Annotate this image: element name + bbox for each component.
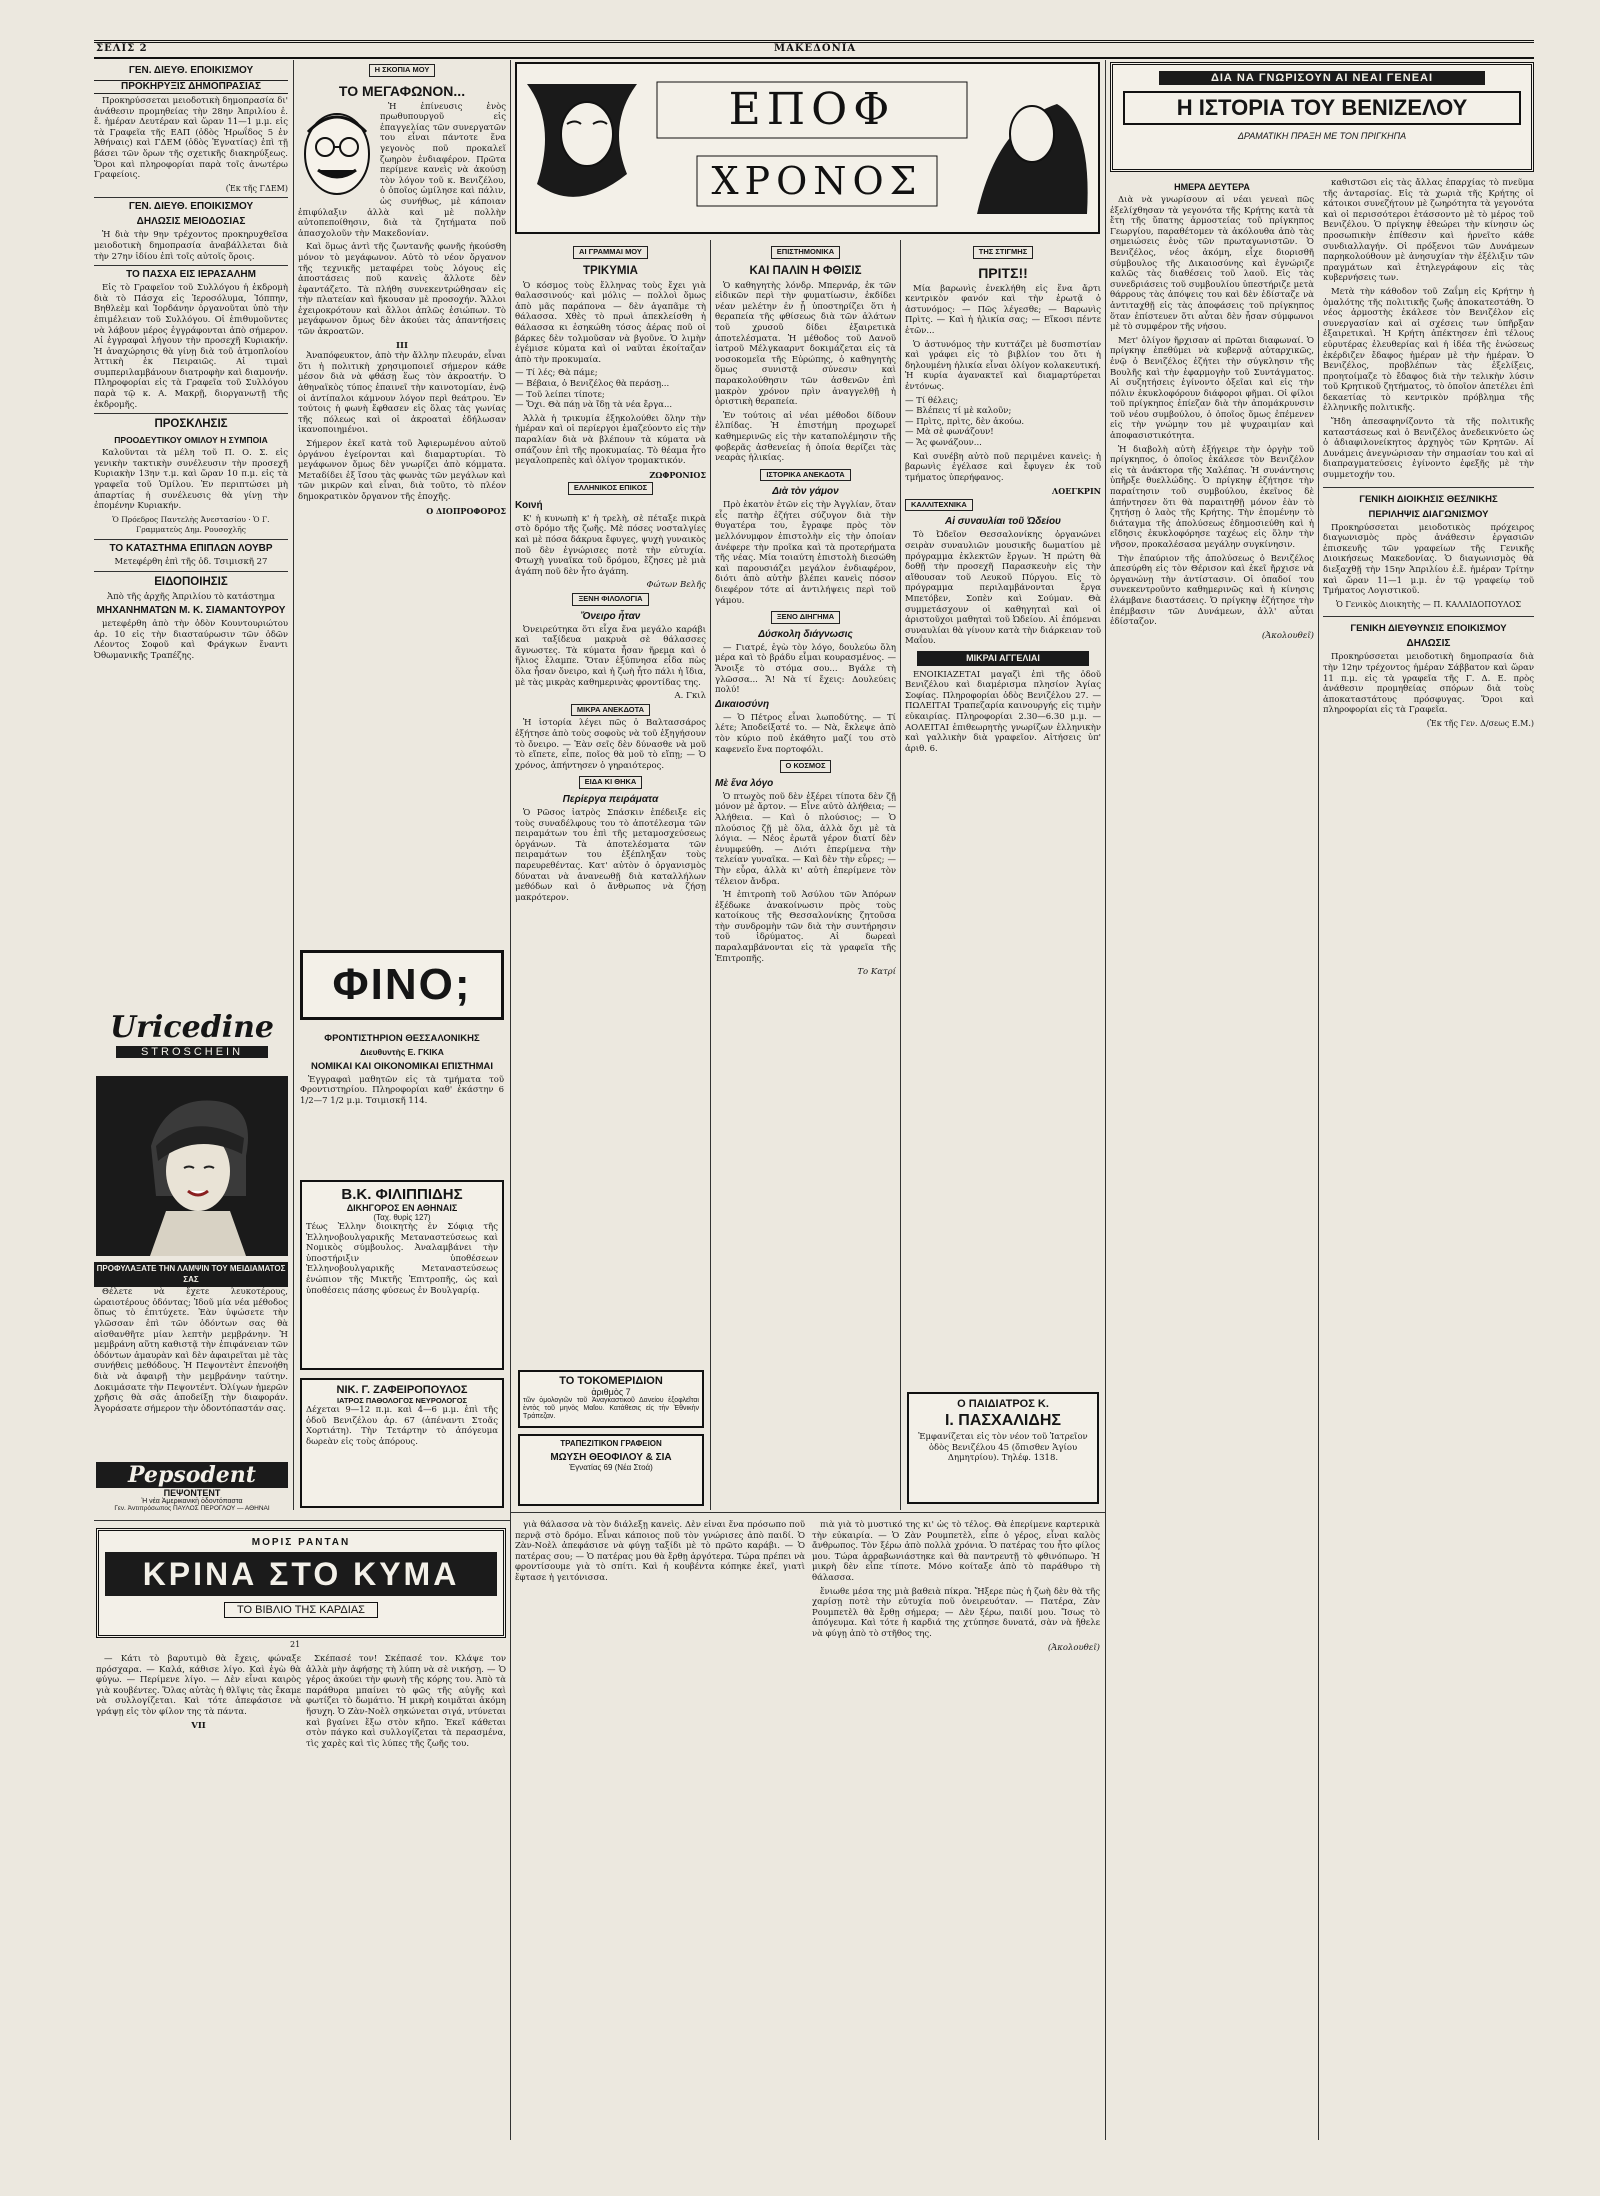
- col7-paragraph-3: Ἤδη ἀπεσαφηνίζοντο τὰ τῆς πολιτικῆς καταστάσεως καὶ ὁ Βενιζέλος ἀνεδεικνύετο ὡς ὁ ἀδιαφιλονείκητος ἀρχηγὸς τῶν Κρητῶν. Αἱ Δυνάμεις ἀνεγνώρισαν τὴν σημασίαν του καὶ αἱ διαπραγματεύσεις ἐγίνοντο ἐφεξῆς μὲ τὴν συμμετοχήν του.: [1323, 417, 1534, 481]
- epoikismos-signature: (Ἐκ τῆς Γεν. Δ/σεως Ε.Μ.): [1426, 718, 1534, 728]
- prits-signature: ΛΟΕΓΚΡΙΝ: [1052, 486, 1101, 497]
- prits-dialog: — Τί θέλεις; — Βλέπεις τί μὲ καλοῦν; — Πρὶτς, πρὶτς, δὲν ἀκούω. — Μὰ σὲ φωνάζουν! — Ἄς φωνάζουν...: [905, 395, 1025, 448]
- tokomeridion-title: ΤΟ ΤΟΚΟΜΕΡΙΔΙΟΝ: [559, 1375, 663, 1387]
- column-7: [1323, 178, 1534, 2138]
- small-ads-title: ΜΙΚΡΑΙ ΑΓΓΕΛΙΑΙ: [917, 651, 1089, 666]
- small-ads-text: ΕΝΟΙΚΙΑΖΕΤΑΙ μαγαζὶ ἐπὶ τῆς ὁδοῦ Βενιζέλου καὶ διαμέρισμα πλησίον Ἁγίας Σοφίας. Πληροφορίαι ὁδὸς Βενιζέλου 27. — ΠΩΛΕΙΤΑΙ Τραπεζαρία καινουργής εἰς τιμὴν εὐκαιρίας. Πληροφορίαι 2.30—6.30 μ.μ. — ΑΟΛΕΙΤΑΙ ἐπιθεωρητὴς γνωρίζων ἑλληνικὴν καὶ γαλλικὴν διὰ γραφεῖον. Αἰτήσεις ὑπ' ἀριθ. 6.: [905, 669, 1101, 754]
- fthisis-title: ΚΑΙ ΠΑΛΙΝ Η ΦΘΙΣΙΣ: [749, 264, 862, 277]
- dream-title: Ὄνειρο ἦταν: [580, 610, 641, 622]
- notice1-subtitle: ΠΡΟΚΗΡΥΞΙΣ ΔΗΜΟΠΡΑΣΙΑΣ: [94, 80, 288, 94]
- col7-paragraph-2: Μετὰ τὴν κάθοδον τοῦ Ζαΐμη εἰς Κρήτην ἡ ὁμαλότης τῆς πολιτικῆς ζωῆς ἀποκατεστάθη. Ὁ νέος ἁρμοστὴς ἐκάλεσε τὸν Βενιζέλον εἰς συνεργασίαν καὶ αἱ σχέσεις των ὑπῆρξαν ἐξαιρετικαὶ. Ἡ Κρήτη ἀπέκτησεν ἐπὶ τέλους εὐρυτέρας ἐλευθερίας καὶ ἡ ἰδέα τῆς ἑνώσεως ἐκέρδιζεν ἔδαφος ἡμέραν μὲ τὴν ἡμέραν. Ὁ Βενιζέλος, προβλέπων τὰς ἐξελίξεις, προητοίμαζε τὸ ἔδαφος διὰ τὴν τελικὴν λύσιν τοῦ Κρητικοῦ ζητήματος, τὸ ὁποῖον ἀπετέλει ἐπὶ δεκαετίας τὸ κεντρικὸν πρόβλημα τῆς ἑλληνικῆς πολιτικῆς.: [1323, 286, 1534, 414]
- koini-signature: Φώτων Βελῆς: [646, 580, 706, 591]
- filippidis-name: Β.Κ. ΦΙΛΙΠΠΙΔΗΣ: [341, 1186, 463, 1203]
- col3-tag: ΑΙ ΓΡΑΜΜΑΙ ΜΟΥ: [573, 246, 648, 259]
- pediatrician-ad: [907, 1392, 1099, 1504]
- pepsodent-agent: Γεν. Ἀντιπρόσωπος ΠΑΥΛΟΣ ΠΕΡΟΓΛΟΥ — ΑΘΗΝΑΙ: [114, 1505, 270, 1512]
- pepsodent-illustration: [96, 1076, 288, 1256]
- dyskoli-title: Δύσκολη διάγνωσις: [758, 628, 853, 640]
- venizelos-top: ΔΙΑ ΝΑ ΓΝΩΡΙΣΟΥΝ ΑΙ ΝΕΑΙ ΓΕΝΕΑΙ: [1159, 71, 1485, 85]
- col3-tag-4: ΜΙΚΡΑ ΑΝΕΚΔΟΤΑ: [571, 704, 650, 717]
- krina-banner: [96, 1528, 506, 1638]
- krina-text-2: γιὰ θάλασσα νὰ τὸν διάλεξῃ κανεὶς. Δὲν εἶναι ἕνα πρόσωπο ποῦ περνᾷ στὸ δρόμο. Εἶναι κάποιος ποῦ τὸν γνώρισες ἀπὸ παιδί. Ὁ Ζὰν-Νοὲλ ἀπεφάσισε νὰ φύγῃ ταξίδι μὲ τὸ πρῶτο καράβι. — Ὁ πατέρας σου; — Ὁ πατέρας μου θὰ ἔρθῃ ἀργότερα. Τώρα πρέπει νὰ φροντίσουμε γιὰ τὸ σπίτι. Καὶ ἡ κουβέντα κόπηκε ἐκεῖ, γιατὶ ἔφτασε ἡ γειτόνισσα.: [515, 1520, 805, 1583]
- krina-text-left: — Κάτι τὸ βαρυτιμὸ θὰ ἔχεις, φώναξε πρόσχαρα. — Καλά, κάθισε λίγο. Καὶ ἐγὼ θὰ φύγω. — Περίμενε λίγο. — Δὲν εἶναι καιρὸς γιὰ κουβέντες. Ὅλας αὐτὰς ἡ θλῖψις τὰς ἔκαμε νὰ συλλογίζεται. Καὶ τότε ἀπεφάσισε νὰ γράψῃ εἰς τὸν φίλον της τὰ πάντα.: [96, 1654, 301, 1717]
- dream-signature: Α. Γκιλ: [674, 691, 706, 702]
- uricedine-logo: Uricedine: [110, 1010, 274, 1045]
- diagonismos-signature: Ὁ Γενικὸς Διοικητὴς — Π. ΚΑΛΛΙΔΟΠΟΥΛΟΣ: [1335, 599, 1522, 609]
- col4-tag-3: ΞΕΝΟ ΔΙΗΓΗΜΑ: [771, 611, 840, 624]
- column-1: [94, 62, 288, 1012]
- notice2-text: Ἡ διὰ τὴν 9ην τρέχοντος προκηρυχθεῖσα μειοδοτικὴ δημοπρασία ἀναβάλλεται διὰ τὴν 27ην ἰδίου ἐπὶ τοῖς αὐτοῖς ὅροις.: [94, 230, 288, 262]
- trapezitikon-address: Ἐγνατίας 69 (Νέα Στοά): [569, 1463, 653, 1472]
- venizelos-continued: (Ἀκολουθεῖ): [1261, 630, 1314, 641]
- krina-col-3: [515, 1520, 805, 2140]
- col4-tag-4: Ο ΚΟΣΜΟΣ: [780, 760, 832, 773]
- zafeiropoulos-name: ΝΙΚ. Γ. ΖΑΦΕΙΡΟΠΟΥΛΟΣ: [336, 1384, 468, 1396]
- krina-continued: (Ἀκολουθεῖ): [1047, 1642, 1100, 1653]
- krina-author: ΜΟΡΙΣ ΡΑΝΤΑΝ: [251, 1537, 351, 1548]
- col3-tag-5: ΕΙΔΑ ΚΙ ΘΗΚΑ: [579, 776, 643, 789]
- masthead-word-2: ΧΡΟΝΟΣ: [711, 159, 923, 203]
- epoikismos-text: Προκηρύσσεται μειοδοτικὴ δημοπρασία διὰ τὴν 12ην τρέχοντος ἡμέραν Σάββατον καὶ ὥραν 11 π.μ. εἰς τὰ γραφεῖα τῆς Γ. Δ. Ε. πρὸς ἀνάθεσιν προμηθείας σπόρων διὰ τοὺς ἀποκαταστάτους πρόσφυγας. Ὅροι καὶ πληροφορίαι εἰς τὰ Γραφεῖα.: [1323, 652, 1534, 716]
- notice2-subtitle: ΔΗΛΩΣΙΣ ΜΕΙΟΔΟΣΙΑΣ: [136, 216, 246, 228]
- krina-episode-number: 21: [290, 1640, 301, 1649]
- skopia-signature: Ο ΔΙΟΠΡΟΦΟΡΟΣ: [426, 505, 506, 516]
- column-6: [1110, 178, 1314, 1440]
- epoikismos-subtitle: ΔΗΛΩΣΙΣ: [1406, 638, 1451, 650]
- col4-tag: ΕΠΙΣΤΗΜΟΝΙΚΑ: [771, 246, 840, 259]
- trikymia-paragraph-1: Ὁ κόσμος τοὺς ἔλληνας τοὺς ἔχει γιὰ θαλασσινούς· καὶ μόλις — πολλοὶ ὅμως ἀπὸ μᾶς παράπονα — δὲν ἀγαπᾶμε τὴ θάλασσα. Χθὲς τὸ πρωὶ ἀπεκλείσθη ἡ θάλασσα κι ἐσηκώθη τόσος ἀέρας ποῦ οἱ βάρκες δὲν τολμοῦσαν νὰ βγοῦνε. Ὁ λιμὴν ἐγέμισε κύματα καὶ οἱ ναῦται ἐκοίταζαν ἀπὸ τὴν προκυμαία.: [515, 280, 706, 365]
- eidopoiisis-title: ΕΙΔΟΠΟΙΗΣΙΣ: [154, 575, 228, 588]
- page-header: [94, 40, 1534, 59]
- easter-text: Εἰς τὸ Γραφεῖον τοῦ Συλλόγου ἡ ἐκδρομὴ διὰ τὸ Πάσχα εἰς Ἱεροσόλυμα, Ἰόππην, Βηθλεὲμ καὶ Ἰορδάνην ὀργανοῦται ὑπὸ τὴν ἐπιμέλειαν τοῦ Συλλόγου. Οἱ ἐπιθυμοῦντες νὰ λάβουν μέρος ἐγγράφονται ἀπὸ σήμερον. Αἱ ἐγγραφαὶ λήγουν τὴν προσεχῆ Κυριακήν. Ἡ ἀναχώρησις θὰ γίνῃ διὰ τοῦ ἀτμοπλοίου Ἀττικὴ ἐκ Πειραιῶς. Αἱ τιμαὶ συμπεριλαμβάνουν διατροφὴν καὶ διαμονήν. Πληροφορίαι εἰς τὰ Γραφεῖα τοῦ Συλλόγου παρὰ τῷ κ. Α. Μακρῇ, διοργανωτῇ τῆς ἐκδρομῆς.: [94, 283, 288, 410]
- filippidis-ad: [300, 1180, 504, 1370]
- pepsodent-note: Ἡ νέα Ἀμερικανικὴ ὀδοντόπαστα: [141, 1498, 243, 1505]
- fino-text: ΦΙΝΟ;: [332, 960, 472, 1009]
- pepsodent-logo-ad: [96, 1462, 288, 1518]
- pediatrician-title: Ο ΠΑΙΔΙΑΤΡΟΣ Κ.: [957, 1398, 1049, 1410]
- skopia-paragraph-3: Ἀναπόφευκτον, ἀπὸ τὴν ἄλλην πλευράν, εἶναι ὅτι ἡ πολιτικὴ χρησιμοποιεῖ σήμερον κάθε μέσον διὰ νὰ φθάσῃ ἕως τὸν ἀκροατήν. Ὁ ἀθηναϊκὸς τύπος ἐπαινεῖ τὴν καινοτομίαν, ἐνῷ οἱ ἀντίπαλοι κάμνουν λόγον περὶ θεάτρου. Ἐν τούτοις ἡ φωνὴ ἔφθασεν εἰς ὅλας τὰς γωνίας τῆς πόλεως καὶ οἱ ἀκροαταὶ ἐδήλωσαν ἱκανοποιημένοι.: [298, 351, 506, 436]
- eidopoiisis-text: Ἀπὸ τῆς ἀρχῆς Ἀπριλίου τὸ κατάστημα: [107, 591, 275, 602]
- fthisis-paragraph-2: Ἐν τούτοις αἱ νέαι μέθοδοι δίδουν ἐλπίδας. Ἡ ἐπιστήμη προχωρεῖ καθημερινῶς εἰς τὴν καταπολέμησιν τῆς φοβερᾶς ἀσθενείας ἡ ὁποία θερίζει τὰς νεαρὰς ἡλικίας.: [715, 410, 896, 464]
- page-number: ΣΕΛΙΣ 2: [96, 43, 148, 54]
- trikymia-dialog: — Τί λές; Θὰ πάμε; — Βέβαια, ὁ Βενιζέλος θὰ περάσῃ... — Τοῦ λείπει τίποτε; — Ὄχι. Θὰ πάῃ νὰ ἴδῃ τὰ νέα ἔργα...: [515, 368, 673, 411]
- dyskoli-text: — Γιατρέ, ἐγὼ τὸν λόγο, δουλεύω ὅλη μέρα καὶ τὸ βράδυ εἶμαι κουρασμένος. — Ἄνοιξε τὸ στόμα σου... Βγάλε τὴ γλῶσσα... Ἄ! Νὰ τί ἔχεις: Δουλεύεις πολύ!: [715, 642, 896, 696]
- periergа-text: Ὁ Ρῶσος ἰατρὸς Σπάσκιν ἐπέδειξε εἰς τοὺς συναδέλφους του τὸ ἀποτέλεσμα τῶν πειραμάτων του ἐπὶ τῆς μεταμοσχεύσεως ὀργάνων. Τὰ ἀποτελέσματα τῶν πειραμάτων του ἐξέπληξαν τοὺς παρευρεθέντας. Κατ' αὐτὸν ὁ ὀργανισμὸς δύναται νὰ ἀνανεωθῇ διὰ καταλλήλων μεθόδων καὶ ὁ ἄνθρωπος νὰ ζήσῃ μακρότερον.: [515, 807, 706, 903]
- krina-subtitle: ΤΟ ΒΙΒΛΙΟ ΤΗΣ ΚΑΡΔΙΑΣ: [224, 1602, 378, 1618]
- trapezitikon-name: ΜΩΥΣΗ ΘΕΟΦΙΛΟΥ & ΣΙΑ: [550, 1452, 672, 1463]
- frontistirion-text: Ἐγγραφαὶ μαθητῶν εἰς τὰ τμήματα τοῦ Φροντιστηρίου. Πληροφορίαι καθ' ἑκάστην 6 1/2—7 1/2 μ.μ. Τσιμισκῆ 114.: [300, 1074, 504, 1106]
- diagonismos-text: Προκηρύσσεται μειοδοτικὸς πρόχειρος διαγωνισμὸς πρὸς ἀνάθεσιν ἐργασιῶν ἐπισκευῆς τῶν γραφείων τῆς Γενικῆς Διοικήσεως Μακεδονίας. Ὁ διαγωνισμὸς θὰ διεξαχθῇ τὴν 15ην Ἀπριλίου ἐ.ἔ. ἡμέραν Τρίτην καὶ ὥραν 11—1 μ.μ. ἐν τῷ γραφείῳ τοῦ Τμήματος Λογιστικοῦ.: [1323, 522, 1534, 597]
- dikaiosyni-title: Δικαιοσύνη: [715, 698, 770, 710]
- pepsodent-sub: ΠΕΨΟΝΤΕΝΤ: [163, 1488, 221, 1498]
- prits-paragraph-2: Ὁ ἀστυνόμος τὴν κυττάζει μὲ δυσπιστίαν καὶ γράφει εἰς τὸ βιβλίον του ὅτι ἡ δηλουμένη ἡλικία εἶναι ὀλίγον κολακευτική. Ἡ κυρία ἀγανακτεῖ καὶ διαμαρτύρεται ἐντόνως.: [905, 339, 1101, 392]
- fthisis-paragraph-1: Ὁ καθηγητὴς λόνδρ. Μπερνάρ, ἐκ τῶν εἰδικῶν περὶ τὴν φυματίωσιν, ἐκδίδει νέαν μελέτην ἐν ᾗ ὑποστηρίζει ὅτι ἡ θεραπεία τῆς φθίσεως διὰ τῶν ἁλάτων τοῦ χρυσοῦ δίδει ἐξαιρετικὰ ἀποτελέσματα. Ἡ μέθοδος τοῦ Δανοῦ ἰατροῦ Μέλγκααρντ δοκιμάζεται εἰς τὰ νοσοκομεῖα τῆς Εὐρώπης, ὁ καθηγητὴς ὅμως συνιστᾷ σύνεσιν καὶ παρακολούθησιν τῶν ἀσθενῶν ἐπὶ μακρὸν χρόνον πρὶν ἀναγγελθῇ ἡ ὁριστικὴ θεραπεία.: [715, 280, 896, 408]
- skopia-paragraph-1: Ἡ ἐπίνευσις ἑνὸς πρωθυπουργοῦ εἰς ἐπαγγελίας τῶν συνεργατῶν του εἶναι πάντοτε ἕνα γεγονὸς ποῦ προκαλεῖ ζωηρὸν ἐνδιαφέρον. Πρῶτα περίμενε κανεὶς νὰ ἀκούσῃ τὸν λόγον τοῦ κ. Βενιζέλου, ὁ ὁποῖος ὡμίλησε καὶ πάλιν, ὡς συνήθως, μὲ κάποιαν ἐπιφύλαξιν ἀλλὰ καὶ μὲ πολλὴν αὐτοπεποίθησιν, διὰ τὰ ζητήματα ποῦ ἀπασχολοῦν τὴν Μακεδονίαν.: [298, 101, 506, 239]
- venizelos-paragraph-1: Διὰ νὰ γνωρίσουν αἱ νέαι γενεαὶ πῶς ἐξελίχθησαν τὰ γεγονότα τῆς Κρήτης κατὰ τὰ ἔτη τῆς ὕπατης ἁρμοστείας τοῦ πρίγκηπος Γεωργίου, παραθέτομεν τὰ ἀκόλουθα ἀπὸ τὰς σημειώσεις ἑνὸς τῶν πρωταγωνιστῶν. Ὁ Βενιζέλος, νέος ἀκόμη, εἶχε διορισθῆ σύμβουλος τῆς Δικαιοσύνης καὶ ἐγνώριζε καλῶς τὰς διαθέσεις τοῦ λαοῦ. Εἰς τὰς συνεδριάσεις τοῦ συμβουλίου ὑπεστήριζε μετὰ θάρρους τὰς ἀπόψεις του καὶ δὲν ἐδίσταζε νὰ ἀντιταχθῇ εἰς τὰς ἀποφάσεις τοῦ πρίγκηπος ὅταν ἐπίστευεν ὅτι αὗται δὲν ἦσαν σύμφωνοι μὲ τὸ συμφέρον τῆς νήσου.: [1110, 195, 1314, 333]
- frontistirion-subject: ΝΟΜΙΚΑΙ ΚΑΙ ΟΙΚΟΝΟΜΙΚΑΙ ΕΠΙΣΤΗΜΑΙ: [310, 1060, 494, 1072]
- gamos-text: Πρὸ ἑκατὸν ἐτῶν εἰς τὴν Ἀγγλίαν, ὅταν εἷς πατὴρ ἐζήτει σύζυγον διὰ τὴν θυγατέρα του, ἔγραφε πρὸς τὸν μελλόνυμφον ἐπιστολὴν εἰς τὴν ὁποίαν ἀνέφερε τὴν προῖκα καὶ τὰ προτερήματα τῆς νέας. Μία τοιαύτη ἐπιστολὴ διεσώθη καὶ παρουσιάζει μεγάλον ἐνδιαφέρον, διότι ἀπὸ αὐτὴν βλέπει κανεὶς πόσον διεφέρον τότε αἱ ἀντιλήψεις περὶ τοῦ γάμου.: [715, 500, 896, 606]
- easter-title: ΤΟ ΠΑΣΧΑ ΕΙΣ ΙΕΡΑΣΑΛΗΜ: [126, 269, 256, 281]
- venizelos-paragraph-2: Μετ' ὀλίγον ἤρχισαν αἱ πρῶται διαφωναί. Ὁ πρίγκηψ ἐπεθύμει νὰ κυβερνᾷ αὐταρχικῶς, ἐνῷ ὁ Βενιζέλος ἐζήτει τὴν σύγκλησιν τῆς Βουλῆς καὶ τὴν ἐφαρμογὴν τοῦ Συντάγματος. Αἱ συζητήσεις ἐγίνοντο ὀξεῖαι καὶ εἰς τὴν πόλιν ἐκυκλοφόρουν διάφοροι φῆμαι. Οἱ φίλοι τοῦ πρίγκηπος ἐπίεζαν διὰ τὴν ἀπομάκρυνσιν τοῦ νέου συμβούλου, ὁ ὁποῖος ὅμως ἐπέμενεν εἰς τὴν γνώμην του μὲ ψυχραιμίαν καὶ ἀποφασιστικότητα.: [1110, 335, 1314, 442]
- venizelos-title: Η ΙΣΤΟΡΙΑ ΤΟΥ ΒΕΝΙΖΕΛΟΥ: [1123, 91, 1521, 125]
- synavlies-text: Τὸ Ὠδεῖον Θεσσαλονίκης ὀργανώνει σειρὰν συναυλιῶν μουσικῆς δωματίου μὲ πρόγραμμα ἐκλεκτῶν ἔργων. Ἡ πρώτη θὰ δοθῇ τὴν προσεχῆ Παρασκευὴν εἰς τὴν αἴθουσαν τοῦ Λευκοῦ Πύργου. Εἰς τὸ πρόγραμμα περιλαμβάνονται ἔργα Μπετόβεν, Σοπὲν καὶ Σούμαν. Θὰ συμμετάσχουν οἱ καθηγηταὶ καὶ οἱ ἀριστοῦχοι μαθηταὶ τοῦ Ὠδείου. Αἱ ἐπόμεναι συναυλίαι θὰ γίνουν κατὰ τὴν διάρκειαν τοῦ Μαΐου.: [905, 530, 1101, 647]
- pediatrician-text: Ἐμφανίζεται εἰς τὸν νέον τοῦ Ἰατρεῖον ὁδὸς Βενιζέλου 45 (ὄπισθεν Ἁγίου Δημητρίου). Τηλέφ. 1318.: [918, 1432, 1088, 1464]
- notice2-title: ΓΕΝ. ΔΙΕΥΘ. ΕΠΟΙΚΙΣΜΟΥ: [128, 201, 254, 213]
- synavlies-title: Αἱ συναυλίαι τοῦ Ὠδείου: [945, 516, 1061, 528]
- frontistirion-ad: [300, 1030, 504, 1180]
- logo-text: Ὁ πτωχὸς ποῦ δὲν ἐξέρει τίποτα δὲν ζῇ μόνον μὲ ἄρτον. — Εἶνε αὐτὸ ἀλήθεια; — Ἀλήθεια. — Καὶ ὁ πλούσιος; — Ὁ πλούσιος ζῇ μὲ ὅλα, ἀλλὰ ὄχι μὲ τὰ λόγια. — Νέος ἐρωτᾶ γέρον διατί δὲν ἐνυμφεύθη. — Διότι ἐπερίμενα τὴν τελείαν γυναῖκα. — Καὶ δὲν τὴν εὗρες; — Τὴν εὗρα, ἀλλὰ κι' αὐτὴ ἐπερίμενε τὸν τέλειον ἄνδρα.: [715, 791, 896, 887]
- newspaper-name: ΜΑΚΕΔΟΝΙΑ: [774, 43, 857, 54]
- krina-left-text: [96, 1654, 301, 2144]
- asylum-text: Ἡ ἐπιτροπὴ τοῦ Ἀσύλου τῶν Ἀπόρων ἐξέδωκε ἀνακοίνωσιν πρὸς τοὺς κατοίκους τῆς Θεσσαλονίκης ζητοῦσα τὴν συνδρομὴν τῶν διὰ τὴν συντήρησιν τοῦ ἱδρύματος. Αἱ δωρεαὶ παραλαμβάνονται εἰς τὰ γραφεῖα τῆς Ἐπιτροπῆς.: [715, 890, 896, 964]
- col4-signature: Το Κατρί: [857, 967, 896, 978]
- invite-subtitle: ΠΡΟΟΔΕΥΤΙΚΟΥ ΟΜΙΛΟΥ Η ΣΥΜΠΟΙΑ: [114, 435, 268, 446]
- masthead-word-1: ΕΠΟΦ: [728, 84, 896, 135]
- venizelos-paragraph-3: Ἡ διαβολὴ αὐτὴ ἐξήγειρε τὴν ὀργὴν τοῦ πρίγκηπος, ὁ ὁποῖος ἐκάλεσε τὸν Βενιζέλον εἰς τὰ ἀνάκτορα τῆς Χαλέπας. Ἡ συνάντησις ὑπῆρξε θυελλώδης. Ὁ πρίγκηψ ἐζήτησε τὴν παραίτησιν τοῦ συμβούλου, ἐκεῖνος δὲ ἀπήντησεν ὅτι θὰ παραιτηθῇ μόνον ἐὰν τὸ ζητήσῃ ὁ λαὸς τῆς Κρήτης. Τὴν ἑπομένην τὸ διάταγμα τῆς ἀπολύσεως ἐδημοσιεύθη καὶ ἡ εἴδησις ἐκυκλοφόρησε ταχέως εἰς ὅλην τὴν νῆσον, προκαλέσασα μεγάλην συγκίνησιν.: [1110, 444, 1314, 550]
- krina-text-1: Σκέπασέ τον! Σκέπασέ τον. Κλάψε τον ἀλλὰ μὴν ἀφήσῃς τὴ λύπη νὰ σὲ νικήσῃ. — Ὁ γέρος ἀκούει τὴν φωνὴ τῆς κόρης του. Ἀπὸ τὰ παράθυρα μπαίνει τὸ φῶς τῆς αὐγῆς καὶ φωτίζει τὸ δωμάτιο. Ἡ μικρὴ κοιμᾶται ἀκόμη ἥσυχη. Ὁ Ζὰν-Νοὲλ σηκώνεται σιγά, ντύνεται καὶ βγαίνει ἔξω στὸν κῆπο. Ἐκεῖ κάθεται στὸν πάγκο καὶ συλλογίζεται τὰ περασμένα, τὶς χαρὲς καὶ τὶς λύπες τῆς ζωῆς του.: [306, 1654, 506, 1749]
- pepsodent-text-block: [94, 1262, 288, 1462]
- venizelos-subtitle: ΔΡΑΜΑΤΙΚΗ ΠΡΑΞΗ ΜΕ ΤΟΝ ΠΡΙΓΚΗΠΑ: [1237, 131, 1407, 141]
- frontistirion-director: Διευθυντὴς Ε. ΓΚΙΚΑ: [360, 1047, 444, 1057]
- krina-col-4: [812, 1520, 1100, 2140]
- prits-title: ΠΡΙΤΣ!!: [978, 264, 1028, 281]
- prits-paragraph-1: Μία βαρωνὶς ἐνεκλήθη εἰς ἕνα ἄρτι κεντρικὸν φανόν καὶ τὴν ἐρωτᾷ ὁ ἀστυνόμος: — Πῶς λέγεσθε; — Βαρωνὶς Πρὶτς. — Καὶ ἡ ἡλικία σας; — Εἴκοσι πέντε ἐτῶν...: [905, 283, 1101, 336]
- caricature-image: [298, 102, 376, 202]
- column-5: [905, 244, 1101, 1184]
- stroschein-label: STROSCHEIN: [116, 1046, 268, 1058]
- krina-title: ΚΡΙΝΑ ΣΤΟ ΚΥΜΑ: [105, 1552, 497, 1596]
- diagonismos-title: ΓΕΝΙΚΗ ΔΙΟΙΚΗΣΙΣ ΘΕΣ/ΝΙΚΗΣ: [1359, 493, 1498, 505]
- col5-tag: ΤΗΣ ΣΤΙΓΜΗΣ: [973, 246, 1033, 259]
- teeth-title: ΠΡΟΦΥΛΑΞΑΤΕ ΤΗΝ ΛΑΜΨΙΝ ΤΟΥ ΜΕΙΔΙΑΜΑΤΟΣ ΣΑΣ: [94, 1262, 288, 1287]
- notice1-text: Προκηρύσσεται μειοδοτικὴ δημοπρασία δι' ἀνάθεσιν προμηθείας τὴν 28ην Ἀπριλίου ἐ. ἔ. ἡμέραν Δευτέραν καὶ ὥραν 11—1 μ.μ. εἰς τὰ Γραφεῖα τῆς ΕΑΠ (ὁδὸς Ἡρωΐδος 5 ἐν Ἀθήναις) καὶ ΓΔΕΜ (ὁδὸς Ἐγνατίας) ἐπὶ τῇ βάσει τῶν ὅρων τῆς σχετικῆς διακηρύξεως. Ὅροι καὶ πληροφορίαι παρὰ τοῖς ἀνωτέρω Γραφείοις.: [94, 96, 288, 181]
- louvre-text: Μετεφέρθη ἐπὶ τῆς ὁδ. Τσιμισκῆ 27: [114, 557, 268, 567]
- col7-paragraph-1: καθιστῶσι εἰς τὰς ἄλλας ἐπαρχίας τὸ πνεῦμα τῆς ἀνταρσίας. Εἰς τὰ χωριὰ τῆς Κρήτης οἱ κάτοικοι συνεζήτουν μὲ ζωηρότητα τὰ γεγονότα καὶ οἱ περισσότεροι ἐτάσσοντο μὲ τὸ μέρος τοῦ Βενιζέλου. Ὁ πρίγκηψ ἐθεώρει τὴν κίνησιν ὡς προσωπικὴν ἐπίθεσιν καὶ ἠρνεῖτο κάθε συνδιαλλαγήν. Οἱ πρόξενοι τῶν Δυνάμεων παρηκολούθουν μὲ ἀνησυχίαν τὴν ἐξέλιξιν τῶν πραγμάτων καὶ ἐτηλεγράφουν εἰς τὰς κυβερνήσεις των.: [1323, 178, 1534, 284]
- tokomeridion-ad: [518, 1370, 704, 1428]
- eidopoiisis-name: ΜΗΧΑΝΗΜΑΤΩΝ Μ. Κ. ΣΙΑΜΑΝΤΟΥΡΟΥ: [96, 605, 286, 617]
- col5-tag-2: ΚΑΛΛΙΤΕΧΝΙΚΑ: [905, 499, 973, 512]
- koini-title: Κοινή: [515, 499, 543, 511]
- skopia-paragraph-4: Σήμερον ἐκεῖ κατὰ τοῦ Ἀφιερωμένου αὐτοῦ ὀργάνου ἐγείρονται καὶ διαμαρτυρίαι. Τὸ μεγάφωνον ὅμως δὲν γνωρίζει ἀπὸ κόμματα. Μεταδίδει ἐξ ἴσου τὰς φωνὰς τῶν μεγάλων καὶ τῶν μικρῶν καὶ εἶναι, διὰ τοῦτο, τὸ πλέον δημοκρατικὸν ὄργανον τῆς ἐποχῆς.: [298, 439, 506, 502]
- logo-title: Μὲ ἕνα λόγο: [715, 777, 774, 789]
- frontistirion-title: ΦΡΟΝΤΙΣΤΗΡΙΟΝ ΘΕΣΣΑΛΟΝΙΚΗΣ: [324, 1033, 480, 1044]
- eidopoiisis-text2: μετεφέρθη ἀπὸ τὴν ὁδὸν Κουντουριώτου ἀρ. 10 εἰς τὴν διασταύρωσιν τῶν ὁδῶν Λέοντος Σοφοῦ καὶ Φράγκων ἔναντι Ὀθωμανικῆς Τραπέζης.: [94, 619, 288, 661]
- anekdota-text: Ἡ ἱστορία λέγει πῶς ὁ Βαλτασσάρος ἐξήτησε ἀπὸ τοὺς σοφοὺς νὰ τοῦ ἐξηγήσουν τὸ ὄνειρο. — Ἐὰν σεῖς δὲν δύνασθε νὰ μοῦ τὸ εἴπετε, εἶπε, ποῖος θὰ μοῦ τὸ εἴπῃ; — Ὁ χρόνος, ἀπήντησεν ὁ γηραιότερος.: [515, 718, 706, 771]
- koini-text: Κ' ἡ κυνωπὴ κ' ἡ τρελὴ, σὲ πέταξε πικρὰ στὸ δρόμο τῆς ζωῆς. Μὲ πόσες νοσταλγίες καὶ μὲ πόσα δάκρυα ἔφυγες, ψυχὴ γυναικὸς ποῦ δὲν ἐγνώρισες ποτὲ τὴν εὐτυχία. Φτωχὴ γυναῖκα τοῦ δρόμου, ἔζησες μὲ μιὰ ἀγάπη ποῦ δὲν ἦτο ἀγάπη.: [515, 513, 706, 577]
- uricedine-ad: [96, 1010, 288, 1070]
- venizelos-paragraph-4: Τὴν ἐπαύριον τῆς ἀπολύσεως ὁ Βενιζέλος ἀπεσύρθη εἰς τὸν Θέρισον καὶ ἐκεῖ ἤρχισε νὰ ὀργανώνῃ τὴν ἀντίστασιν. Οἱ ὀπαδοί του συνεκεντροῦντο καθημερινῶς καὶ ἡ κίνησις ἐλάμβανε διαστάσεις. Ὁ πρίγκηψ ἐζήτησε τὴν ἐπέμβασιν τῶν Δυνάμεων, ἀλλ' αὗται ἐδίσταζον.: [1110, 553, 1314, 628]
- tokomeridion-sub: ἀριθμὸς 7: [591, 1387, 631, 1397]
- teeth-text: Θέλετε νὰ ἔχετε λευκοτέρους, ὡραιοτέρους ὀδόντας; Ἰδοῦ μία νέα μέθοδος ὅπως τὸ ἐπιτύχετε. Ἐὰν ὑψώσετε τὴν γλῶσσαν ἐπὶ τῶν ὀδόντων σας θὰ αἰσθανθῆτε μίαν λεπτὴν μεμβράνην. Ἡ μεμβράνη αὕτη καθιστᾷ τὴν ἐπιφάνειαν τῶν ὀδόντων ἀμαυρὰν καὶ δὲν ἀφαιρεῖται μὲ τὰς συνήθεις μεθόδους. Ἡ Πεψοντὲντ ἐπενοήθη διὰ νὰ ἀφαιρῇ τὴν μεμβράνην ταύτην. Δοκιμάσατε τὴν Πεψοντέντ. Ὀλίγων ἡμερῶν χρῆσις θὰ σᾶς ἀποδείξῃ τὴν διαφοράν. Ἀγοράσατε σήμερον τὴν ὁδοντόπαστάν σας.: [94, 1287, 288, 1414]
- trikymia-paragraph-2: Ἀλλὰ ἡ τρικυμία ἐξηκολούθει ὅλην τὴν ἡμέραν καὶ οἱ περίεργοι ἐμαζεύοντο εἰς τὴν παραλίαν διὰ νὰ βλέπουν τὰ κύματα νὰ σπάζουν ἐπὶ τῆς προκυμαίας. Τὸ θέαμα ἦτο μεγαλοπρεπὲς καὶ ὀλίγον τρομακτικόν.: [515, 413, 706, 467]
- skopia-paragraph-2: Καὶ ὅμως ἀντὶ τῆς ζωντανῆς φωνῆς ἠκούσθη μόνον τὸ μεγάφωνον. Αὐτὸ τὸ νέον ὄργανον τῆς τεχνικῆς μεταφέρει τοὺς λόγους εἰς ἀποστάσεις ποῦ κανεὶς ἄλλοτε δὲν ἐφαντάζετο. Τὰ πλήθη συνεκεντρώθησαν εἰς τὴν πλατείαν καὶ ἤκουσαν μὲ προσοχήν. Ἄλλοι ἐχειροκρότουν καὶ ἄλλοι ἀπλῶς ἐσιώπων. Τὸ μεγάφωνον ὅμως δὲν ἀκούει τὰς ἀπαντήσεις τῶν ἀκροατῶν.: [298, 242, 506, 338]
- gamos-title: Διὰ τὸν γάμον: [772, 486, 839, 498]
- col4-tag-2: ΙΣΤΟΡΙΚΑ ΑΝΕΚΔΟΤΑ: [760, 469, 850, 482]
- column-skopia: Η ΣΚΟΠΙΑ ΜΟΥ ΤΟ ΜΕΓΑΦΩΝΟΝ... Ἡ ἐπίνευσις ἑνὸς πρωθυπουργοῦ εἰς ἐπαγγελίας τῶν συνεργατῶν του εἶναι πάντοτε ἕνα γεγονὸς ποῦ προκαλεῖ ζωηρὸν ἐνδιαφέρον. Πρῶτα περίμενε κανεὶς νὰ ἀκούσῃ τὸν λόγον τοῦ κ. Βενιζέλου, ὁ ὁποῖος ὡμίλησε καὶ πάλιν, ὡς συνήθως, μὲ κάποιαν ἐπιφύλαξιν ἀλλὰ καὶ μὲ πολλὴν αὐτοπεποίθησιν, διὰ τὰ ζητήματα ποῦ ἀπασχολοῦν τὴν Μακεδονίαν. Καὶ ὅμως ἀντὶ τῆς ζωντανῆς φωνῆς ἠκούσθη μόνον τὸ μεγάφωνον. Αὐτὸ τὸ νέον ὄργανον τῆς τεχνικῆς μεταφέρει τοὺς λόγους εἰς ἀποστάσεις ποῦ κανεὶς ἄλλοτε δὲν ἐφαντάζετο. Τὰ πλήθη συνεκεντρώθησαν εἰς τὴν πλατείαν καὶ ἤκουσαν μὲ προσοχήν. Ἄλλοι ἐχειροκρότουν καὶ ἄλλοι ἀπλῶς ἐσιώπων. Τὸ μεγάφωνον ὅμως δὲν ἀκούει τὰς ἀπαντήσεις τῶν ἀκροατῶν. III Ἀναπόφευκτον, ἀπὸ τὴν ἄλλην πλευράν, εἶναι ὅτι ἡ πολιτικὴ χρησιμοποιεῖ σήμερον κάθε μέσον διὰ νὰ φθάσῃ ἕως τὸν ἀκροατήν. Ὁ ἀθηναϊκὸς τύπος ἐπαινεῖ τὴν καινοτομίαν, ἐνῷ οἱ ἀντίπαλοι κάμνουν λόγον περὶ θεάτρου. Ἐν τούτοις ἡ φωνὴ ἔφθασεν εἰς ὅλας τὰς γωνίας τῆς πόλεως καὶ οἱ ἀκροαταὶ ἐδήλωσαν ἱκανοποιημένοι. Σήμερον ἐκεῖ κατὰ τοῦ Ἀφιερωμένου αὐτοῦ ὀργάνου ἐγείρονται καὶ διαμαρτυρίαι. Τὸ μεγάφωνον ὅμως δὲν γνωρίζει ἀπὸ κόμματα. Μεταδίδει ἐξ ἴσου τὰς φωνὰς τῶν μεγάλων καὶ τῶν μικρῶν καὶ εἶναι, διὰ τοῦτο, τὸ πλέον δημοκρατικὸν ὄργανον τῆς ἐποχῆς. Ο ΔΙΟΠΡΟΦΟΡΟΣ: [298, 65, 506, 516]
- trikymia-title: ΤΡΙΚΥΜΙΑ: [583, 264, 638, 277]
- column-4: [715, 244, 896, 1506]
- feature-masthead: [515, 62, 1100, 234]
- venizelos-banner: [1110, 62, 1534, 172]
- invite-text: Καλοῦνται τὰ μέλη τοῦ Π. Ο. Σ. εἰς γενικὴν τακτικὴν συνέλευσιν τὴν προσεχῆ Κυριακὴν 13ην τ.μ. καὶ ὥραν 10 π.μ. εἰς τὰ γραφεῖα τοῦ Ὁμίλου. Ἐν περιπτώσει μὴ ἀπαρτίας ἡ συνέλευσις θὰ γίνῃ τὴν ἐπομένην Κυριακήν.: [94, 448, 288, 512]
- skopia-tag: Η ΣΚΟΠΙΑ ΜΟΥ: [369, 64, 436, 77]
- venizelos-day: ΗΜΕΡΑ ΔΕΥΤΕΡΑ: [1174, 182, 1250, 192]
- epoikismos-title: ΓΕΝΙΚΗ ΔΙΕΥΘΥΝΣΙΣ ΕΠΟΙΚΙΣΜΟΥ: [1350, 623, 1507, 635]
- trapezitikon-ad: [518, 1434, 704, 1506]
- invite-signature: Ὁ Πρόεδρος Παντελὴς Ἀνεστασίου · Ὁ Γ. Γραμματεὺς Δημ. Ρουσοχλῆς: [112, 514, 270, 535]
- invite-title: ΠΡΟΣΚΛΗΣΙΣ: [154, 418, 228, 431]
- zafeiropoulos-ad: [300, 1378, 504, 1508]
- tokomeridion-text: τῶν ὁμολογιῶν τοῦ Ἀναγκαστικοῦ Δανείου ἐξοφλεῖται ἐντὸς τοῦ μηνὸς Μαΐου. Κατάθεσις εἰς τὴν Ἐθνικὴν Τράπεζαν.: [523, 1397, 699, 1420]
- krina-text-4: ἔνιωθε μέσα της μιὰ βαθειὰ πίκρα. Ἤξερε πὼς ἡ ζωὴ δὲν θὰ τῆς χαρίσῃ ποτὲ τὴν εὐτυχία ποῦ ὀνειρευόταν. — Πατέρα, Ζὰν Ρουμπετὲλ θὰ ἔρθῃ σήμερα; — Δὲν ξέρω, παιδί μου. Ἴσως τὸ ἀπόγευμα. Καὶ τότε ἡ καρδιά της χτύπησε δυνατά, σὰν νὰ ἤθελε νὰ φύγῃ ἀπὸ τὸ στῆθος της.: [812, 1586, 1100, 1639]
- pepsodent-logo: Pepsodent: [96, 1462, 288, 1488]
- filippidis-text: Τέως Ἑλλην διοικητὴς ἐν Σόφιᾳ τῆς Ἑλληνοβουλγαρικῆς Μεταναστεύσεως καὶ Νομικὸς σύμβουλος. Ἀναλαμβάνει τὴν ὑποστήριξιν ὑποθέσεων Ἑλληνοβουλγαρικῆς Μεταναστεύσεως ἐνώπιον τῆς Μικτῆς Ἐπιτροπῆς, ὡς καὶ ὑποθέσεις πάσης φύσεως ἐν Βουλγαρίᾳ.: [306, 1222, 498, 1296]
- dikaiosyni-text: — Ὁ Πέτρος εἶναι λωποδύτης. — Τί λέτε; Ἀποδείξατέ το. — Νὰ, ἔκλεψε ἀπὸ τὸν κύριο ποῦ ἐκάθητο μαζί του στὸ καφενεῖο ἕνα πορτοφόλι.: [715, 712, 896, 755]
- krina-chapter: VII: [191, 1720, 206, 1731]
- col3-tag-2: ΕΛΛΗΝΙΚΟΣ ΕΠΙΚΟΣ: [568, 482, 653, 495]
- notice1-signature: (Ἐκ τῆς ΓΔΕΜ): [225, 183, 288, 193]
- notice1-title: ΓΕΝ. ΔΙΕΥΘ. ΕΠΟΙΚΙΣΜΟΥ: [128, 65, 254, 76]
- zafeiropoulos-title: ΙΑΤΡΟΣ ΠΑΘΟΛΟΓΟΣ ΝΕΥΡΟΛΟΓΟΣ: [336, 1396, 468, 1405]
- filippidis-title: ΔΙΚΗΓΟΡΟΣ ΕΝ ΑΘΗΝΑΙΣ: [346, 1203, 458, 1213]
- dream-text: Ὀνειρεύτηκα ὅτι εἶχα ἕνα μεγάλο καράβι καὶ ταξίδευα μακρυὰ σὲ θάλασσες ἄγνωστες. Τὰ κύματα ἦσαν ἤρεμα καὶ ὁ ἥλιος ἔλαμπε. Ὅταν ἐξύπνησα εἶδα πὼς ὅλα ἦσαν ὄνειρο, καὶ ἡ ζωὴ ἦτο πάλι ἡ ἴδια, μὲ τὰς μικρὰς καθημερινὰς φροντίδας της.: [515, 624, 706, 688]
- fino-ad: [300, 950, 504, 1020]
- filippidis-address: (Ταχ. θυρὶς 127): [373, 1213, 431, 1222]
- prits-paragraph-3: Καὶ συνέβη αὐτὸ ποῦ περιμένει κανεὶς: ἡ βαρωνὶς ἐγέλασε καὶ ἔφυγεν ἐκ τοῦ τμήματος ὑπερήφανος.: [905, 451, 1101, 483]
- periergа-title: Περίεργα πειράματα: [562, 793, 659, 805]
- krina-text-3: πιὰ γιὰ τὸ μυστικό της κι' ὡς τὸ τέλος. Θὰ ἐπερίμενε καρτερικὰ τὴν εὐκαιρία. — Ὁ Ζὰν Ρουμπετὲλ, εἶπε ὁ γέρος, εἶναι καλὸς ἄνθρωπος. Τὸν ξέρω ἀπὸ πολλὰ χρόνια. Ὁ πατέρας του ἦτο φίλος μου. Τώρα ἀρραβωνιάστηκε καὶ θὰ παντρευτῇ τὸ φθινόπωρο. Ἡ μικρὴ δὲν εἶπε τίποτε. Μόνο κοίταξε ἀπὸ τὸ παράθυρο τὴ θάλασσα.: [812, 1520, 1100, 1583]
- column-3: [515, 244, 706, 1484]
- skopia-title: ΤΟ ΜΕΓΑΦΩΝΟΝ...: [338, 82, 466, 99]
- trikymia-signature: ΖΩΦΡΟΝΙΟΣ: [649, 469, 706, 480]
- col3-tag-3: ΞΕΝΗ ΦΙΛΟΛΟΓΙΑ: [572, 593, 648, 606]
- trapezitikon-title: ΤΡΑΠΕΖΙΤΙΚΟΝ ΓΡΑΦΕΙΟΝ: [560, 1439, 662, 1448]
- diagonismos-subtitle: ΠΕΡΙΛΗΨΙΣ ΔΙΑΓΩΝΙΣΜΟΥ: [1368, 508, 1489, 520]
- krina-col-2: [306, 1654, 506, 2144]
- louvre-title: ΤΟ ΚΑΤΑΣΤΗΜΑ ΕΠΙΠΛΩΝ ΛΟΥΒΡ: [109, 543, 273, 554]
- zafeiropoulos-text: Δέχεται 9—12 π.μ. καὶ 4—6 μ.μ. ἐπὶ τῆς ὁδοῦ Βενιζέλου ἀρ. 67 (ἀπέναντι Στοᾶς Χορτιάτη). Τὴν Τετάρτην τὸ ἀπόγευμα δωρεὰν εἰς τοὺς ἀπόρους.: [306, 1405, 498, 1447]
- pediatrician-name: Ι. ΠΑΣΧΑΛΙΔΗΣ: [944, 1412, 1062, 1429]
